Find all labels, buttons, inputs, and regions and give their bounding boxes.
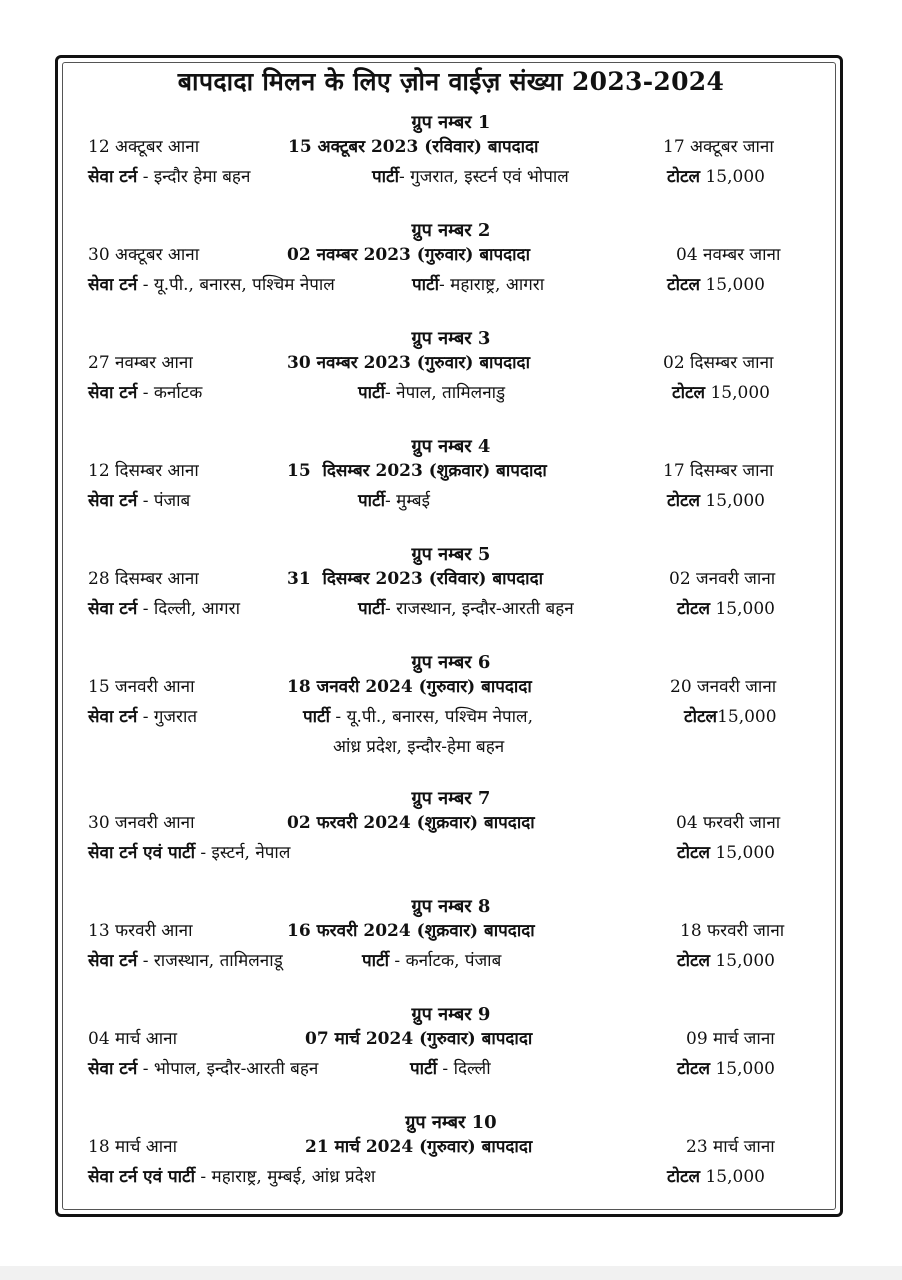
event-date: 18 जनवरी 2024 (गुरुवार) बापदादा [287,677,532,697]
arrive-date: 30 अक्टूबर आना [88,245,200,265]
seva-label: सेवा टर्न [88,951,138,971]
total-value: 15,000 [705,491,765,511]
party-value: - यू.पी., बनारस, पश्चिम नेपाल, [330,707,533,727]
seva-turn [88,596,240,619]
total [667,488,765,511]
event-date: 02 नवम्बर 2023 (गुरुवार) बापदादा [287,245,530,265]
depart-date: 20 जनवरी जाना [670,677,777,697]
group-heading: ग्रुप नम्बर 6 [411,652,491,673]
arrive-date: 27 नवम्बर आना [88,353,193,373]
group-1 [0,110,902,210]
total-label: टोटल [667,1167,701,1187]
party [410,1056,491,1079]
seva-value: - कर्नाटक [142,383,203,403]
total [684,704,777,727]
event-date: 21 मार्च 2024 (गुरुवार) बापदादा [305,1137,533,1157]
party-value: - कर्नाटक, पंजाब [389,951,502,971]
seva-turn [88,1056,318,1079]
event-date: 15 अक्टूबर 2023 (रविवार) बापदादा [288,137,539,157]
depart-date: 17 अक्टूबर जाना [663,137,774,157]
total [677,1056,775,1079]
total [677,596,775,619]
party-label: पार्टी [372,167,400,187]
page-bottom-edge [0,1266,902,1280]
seva-label: सेवा टर्न [88,707,138,727]
group-4 [0,434,902,534]
party-label: पार्टी [410,1059,438,1079]
total [667,164,765,187]
party-label: पार्टी [358,599,386,619]
party-line-2: आंध्र प्रदेश, इन्दौर-हेमा बहन [333,737,505,757]
party-value: - गुजरात, इस्टर्न एवं भोपाल [399,167,569,187]
seva-turn [88,948,283,971]
arrive-date: 12 दिसम्बर आना [88,461,199,481]
seva-label: सेवा टर्न [88,383,138,403]
group-8 [0,894,902,994]
total [667,272,765,295]
seva-turn [88,380,202,403]
total-value: 15,000 [705,167,765,187]
seva-value: - यू.पी., बनारस, पश्चिम नेपाल [142,275,335,295]
arrive-date: 28 दिसम्बर आना [88,569,199,589]
party [372,164,569,187]
group-2 [0,218,902,318]
party-label: पार्टी [362,951,390,971]
total-label: टोटल [677,843,711,863]
depart-date: 17 दिसम्बर जाना [663,461,774,481]
page-title: बापदादा मिलन के लिए ज़ोन वाईज़ संख्या 2023-2024 [177,67,725,96]
event-date: 02 फरवरी 2024 (शुक्रवार) बापदादा [287,813,535,833]
seva-party-label: सेवा टर्न एवं पार्टी [88,1167,195,1187]
party [358,596,574,619]
total-value: 15,000 [715,843,775,863]
seva-value: - गुजरात [142,707,198,727]
seva-value: - दिल्ली, आगरा [142,599,240,619]
seva-label: सेवा टर्न [88,599,138,619]
total-value: 15,000 [710,383,770,403]
seva-turn [88,272,335,295]
total-value: 15,000 [715,1059,775,1079]
seva-party [88,840,290,863]
party-label: पार्टी [412,275,440,295]
seva-label: सेवा टर्न [88,491,138,511]
depart-date: 23 मार्च जाना [686,1137,775,1157]
total-label: टोटल [672,383,706,403]
depart-date: 02 जनवरी जाना [669,569,776,589]
seva-party-label: सेवा टर्न एवं पार्टी [88,843,195,863]
seva-label: सेवा टर्न [88,167,138,187]
group-heading: ग्रुप नम्बर 9 [411,1004,491,1025]
total-value: 15,000 [717,707,777,727]
event-date: 07 मार्च 2024 (गुरुवार) बापदादा [305,1029,533,1049]
group-heading: ग्रुप नम्बर 5 [411,544,491,565]
seva-party-value: - महाराष्ट्र, मुम्बई, आंध्र प्रदेश [200,1167,376,1187]
seva-value: - इन्दौर हेमा बहन [142,167,251,187]
party [303,704,533,727]
seva-party [88,1164,375,1187]
party [412,272,544,295]
total-label: टोटल [684,707,718,727]
arrive-date: 30 जनवरी आना [88,813,195,833]
total-label: टोटल [667,275,701,295]
seva-turn [88,488,190,511]
party [358,488,430,511]
arrive-date: 13 फरवरी आना [88,921,193,941]
group-9 [0,1002,902,1102]
total [677,840,775,863]
depart-date: 02 दिसम्बर जाना [663,353,774,373]
arrive-date: 12 अक्टूबर आना [88,137,200,157]
seva-party-value: - इस्टर्न, नेपाल [200,843,291,863]
group-heading: ग्रुप नम्बर 10 [405,1112,497,1133]
seva-value: - पंजाब [142,491,191,511]
depart-date: 09 मार्च जाना [686,1029,775,1049]
group-heading: ग्रुप नम्बर 7 [411,788,491,809]
seva-turn [88,704,197,727]
total-value: 15,000 [715,951,775,971]
party-value: - महाराष्ट्र, आगरा [439,275,545,295]
party-value: - राजस्थान, इन्दौर-आरती बहन [385,599,574,619]
party-label: पार्टी [358,491,386,511]
total-label: टोटल [667,167,701,187]
group-heading: ग्रुप नम्बर 2 [411,220,491,241]
group-6 [0,650,902,757]
depart-date: 04 नवम्बर जाना [676,245,781,265]
seva-label: सेवा टर्न [88,1059,138,1079]
event-date: 16 फरवरी 2024 (शुक्रवार) बापदादा [287,921,535,941]
seva-label: सेवा टर्न [88,275,138,295]
group-10 [0,1110,902,1210]
group-heading: ग्रुप नम्बर 1 [411,112,491,133]
seva-value: - भोपाल, इन्दौर-आरती बहन [142,1059,319,1079]
event-date: 15 दिसम्बर 2023 (शुक्रवार) बापदादा [287,461,547,481]
total-value: 15,000 [705,275,765,295]
party-label: पार्टी [303,707,331,727]
party-value: - नेपाल, तामिलनाडु [385,383,506,403]
party-value: - दिल्ली [437,1059,491,1079]
arrive-date: 15 जनवरी आना [88,677,195,697]
group-heading: ग्रुप नम्बर 8 [411,896,491,917]
group-5 [0,542,902,642]
seva-turn [88,164,250,187]
total-value: 15,000 [715,599,775,619]
party-label: पार्टी [358,383,386,403]
group-heading: ग्रुप नम्बर 4 [411,436,491,457]
party [358,380,505,403]
total [677,948,775,971]
total-value: 15,000 [705,1167,765,1187]
total-label: टोटल [677,1059,711,1079]
party [362,948,501,971]
group-3 [0,326,902,426]
depart-date: 04 फरवरी जाना [676,813,781,833]
total [672,380,770,403]
depart-date: 18 फरवरी जाना [680,921,785,941]
seva-value: - राजस्थान, तामिलनाडू [142,951,283,971]
arrive-date: 04 मार्च आना [88,1029,178,1049]
arrive-date: 18 मार्च आना [88,1137,178,1157]
total-label: टोटल [677,599,711,619]
event-date: 31 दिसम्बर 2023 (रविवार) बापदादा [287,569,543,589]
total-label: टोटल [677,951,711,971]
group-heading: ग्रुप नम्बर 3 [411,328,491,349]
total [667,1164,765,1187]
event-date: 30 नवम्बर 2023 (गुरुवार) बापदादा [287,353,530,373]
group-7 [0,786,902,886]
total-label: टोटल [667,491,701,511]
party-value: - मुम्बई [385,491,430,511]
